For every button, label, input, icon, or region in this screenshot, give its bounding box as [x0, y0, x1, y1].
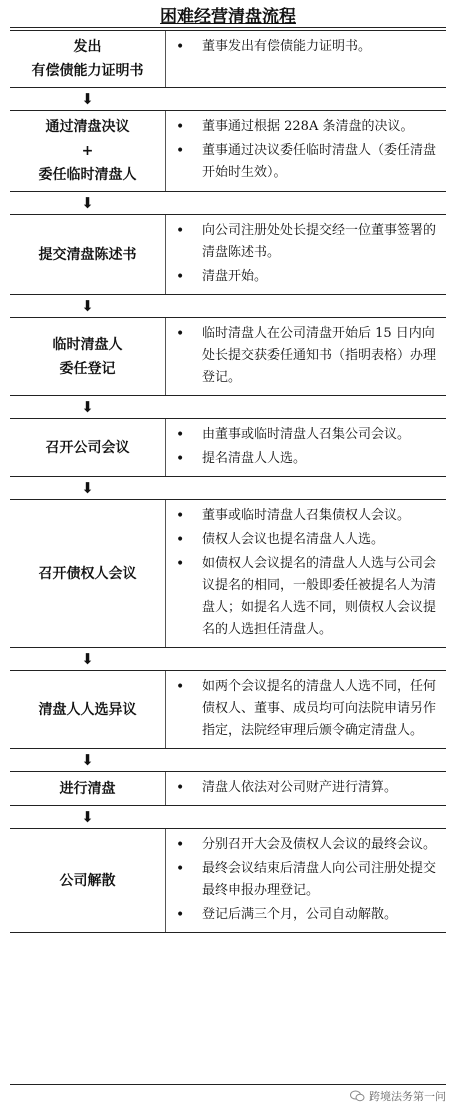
document-title: 困难经营清盘流程 — [160, 6, 296, 27]
arrow-row — [10, 88, 446, 110]
bullet-icon: • — [176, 861, 185, 877]
arrow-down-icon: ⬇ — [81, 90, 94, 108]
step-items — [166, 419, 446, 476]
step-items — [166, 111, 446, 191]
process-step — [10, 771, 446, 806]
process-step — [10, 670, 446, 749]
step-item-text: 如两个会议提名的清盘人人选不同，任何债权人、董事、成员均可向法院申请另作指定，法院经审理后颁令确定清盘人。 — [202, 679, 437, 738]
bullet-icon: • — [176, 508, 185, 524]
step-items — [166, 829, 446, 932]
arrow-row — [10, 806, 446, 828]
bullet-icon: • — [176, 143, 185, 159]
process-step — [10, 30, 446, 88]
step-item — [172, 858, 440, 902]
step-label-line: 召开公司会议 — [45, 439, 130, 456]
step-item — [172, 904, 440, 926]
step-item — [172, 834, 440, 856]
step-label — [10, 419, 166, 476]
arrow-row — [10, 749, 446, 771]
arrow-down-icon: ⬇ — [81, 297, 94, 315]
step-label-line: 进行清盘 — [59, 780, 116, 797]
step-item-text: 分别召开大会及债权人会议的最终会议。 — [202, 837, 437, 852]
step-item-text: 董事通过根据 228A 条清盘的决议。 — [202, 119, 414, 134]
bullet-icon: • — [176, 39, 185, 55]
step-item-text: 最终会议结束后清盘人向公司注册处提交最终申报办理登记。 — [202, 861, 437, 898]
step-items — [166, 500, 446, 647]
step-item-text: 清盘开始。 — [202, 269, 268, 284]
step-label-line: 发出 — [73, 39, 102, 55]
step-items — [166, 772, 446, 805]
step-item — [172, 505, 440, 527]
bullet-icon: • — [176, 556, 185, 572]
step-label — [10, 671, 166, 748]
bullet-icon: • — [176, 907, 185, 923]
arrow-down-icon: ⬇ — [81, 808, 94, 826]
step-label — [10, 500, 166, 647]
process-step — [10, 110, 446, 192]
step-item — [172, 424, 440, 446]
step-item — [172, 36, 440, 58]
title-underline — [10, 27, 446, 28]
step-items — [166, 318, 446, 395]
arrow-down-icon: ⬇ — [81, 650, 94, 668]
process-step — [10, 317, 446, 396]
step-label — [10, 829, 166, 932]
step-items — [166, 671, 446, 748]
process-step — [10, 828, 446, 933]
bullet-icon: • — [176, 837, 185, 853]
step-item-text: 登记后满三个月，公司自动解散。 — [202, 907, 398, 922]
step-item — [172, 266, 440, 288]
step-item-text: 债权人会议也提名清盘人人选。 — [202, 532, 385, 547]
process-step — [10, 418, 446, 477]
step-label — [10, 772, 166, 805]
step-item — [172, 676, 440, 742]
watermark — [350, 1088, 446, 1104]
step-label-line: 委任登记 — [59, 360, 116, 377]
process-flow — [10, 30, 446, 933]
bullet-icon: • — [176, 532, 185, 548]
step-label-line: 临时清盘人 — [52, 336, 123, 353]
arrow-down-icon: ⬇ — [81, 194, 94, 212]
arrow-down-icon: ⬇ — [81, 751, 94, 769]
step-item — [172, 448, 440, 470]
arrow-row — [10, 295, 446, 317]
watermark-text: 跨境法务第一问 — [369, 1090, 446, 1103]
step-label-line: 清盘人人选异议 — [38, 701, 137, 718]
footer-rule — [10, 1084, 446, 1085]
footer — [0, 1084, 456, 1108]
step-item — [172, 220, 440, 264]
step-item — [172, 529, 440, 551]
step-label-line: 公司解散 — [59, 872, 116, 889]
bullet-icon: • — [176, 119, 185, 135]
step-label-line: 通过清盘决议 — [45, 119, 130, 135]
process-step — [10, 499, 446, 648]
step-item-text: 由董事或临时清盘人召集公司会议。 — [202, 427, 411, 442]
step-item-text: 如债权人会议提名的清盘人人选与公司会议提名的相同，一般即委任被提名人为清盘人；如提名人选不同，则债权人会议提名的人选担任清盘人。 — [202, 556, 437, 637]
bullet-icon: • — [176, 326, 185, 342]
step-item-text: 董事通过决议委任临时清盘人（委任清盘开始时生效）。 — [202, 143, 437, 180]
step-items — [166, 215, 446, 294]
wechat-icon — [350, 1090, 365, 1102]
bullet-icon: • — [176, 427, 185, 443]
step-item-text: 清盘人依法对公司财产进行清算。 — [202, 780, 398, 795]
step-label — [10, 215, 166, 294]
arrow-down-icon: ⬇ — [81, 479, 94, 497]
step-label-line: 委任临时清盘人 — [38, 167, 137, 183]
arrow-row — [10, 396, 446, 418]
step-items — [166, 31, 446, 87]
step-label — [10, 318, 166, 395]
step-item-text: 提名清盘人人选。 — [202, 451, 307, 466]
arrow-row — [10, 477, 446, 499]
bullet-icon: • — [176, 679, 185, 695]
bullet-icon: • — [176, 269, 185, 285]
arrow-row — [10, 192, 446, 214]
step-item — [172, 323, 440, 389]
step-item-text: 临时清盘人在公司清盘开始后 15 日内向处长提交获委任通知书（指明表格）办理登记。 — [202, 326, 437, 385]
step-item — [172, 777, 440, 799]
step-item — [172, 116, 440, 138]
process-step — [10, 214, 446, 295]
bullet-icon: • — [176, 451, 185, 467]
step-item — [172, 553, 440, 641]
step-item-text: 董事发出有偿债能力证明书。 — [202, 39, 372, 54]
step-label-line: + — [81, 143, 94, 159]
step-label — [10, 31, 166, 87]
arrow-row — [10, 648, 446, 670]
step-item-text: 向公司注册处处长提交经一位董事签署的清盘陈述书。 — [202, 223, 437, 260]
bullet-icon: • — [176, 223, 185, 239]
bullet-icon: • — [176, 780, 185, 796]
step-label-line: 召开债权人会议 — [38, 565, 137, 582]
step-item — [172, 140, 440, 184]
arrow-down-icon: ⬇ — [81, 398, 94, 416]
step-label-line: 提交清盘陈述书 — [38, 246, 137, 263]
step-item-text: 董事或临时清盘人召集债权人会议。 — [202, 508, 411, 523]
step-label — [10, 111, 166, 191]
step-label-line: 有偿债能力证明书 — [31, 63, 144, 79]
